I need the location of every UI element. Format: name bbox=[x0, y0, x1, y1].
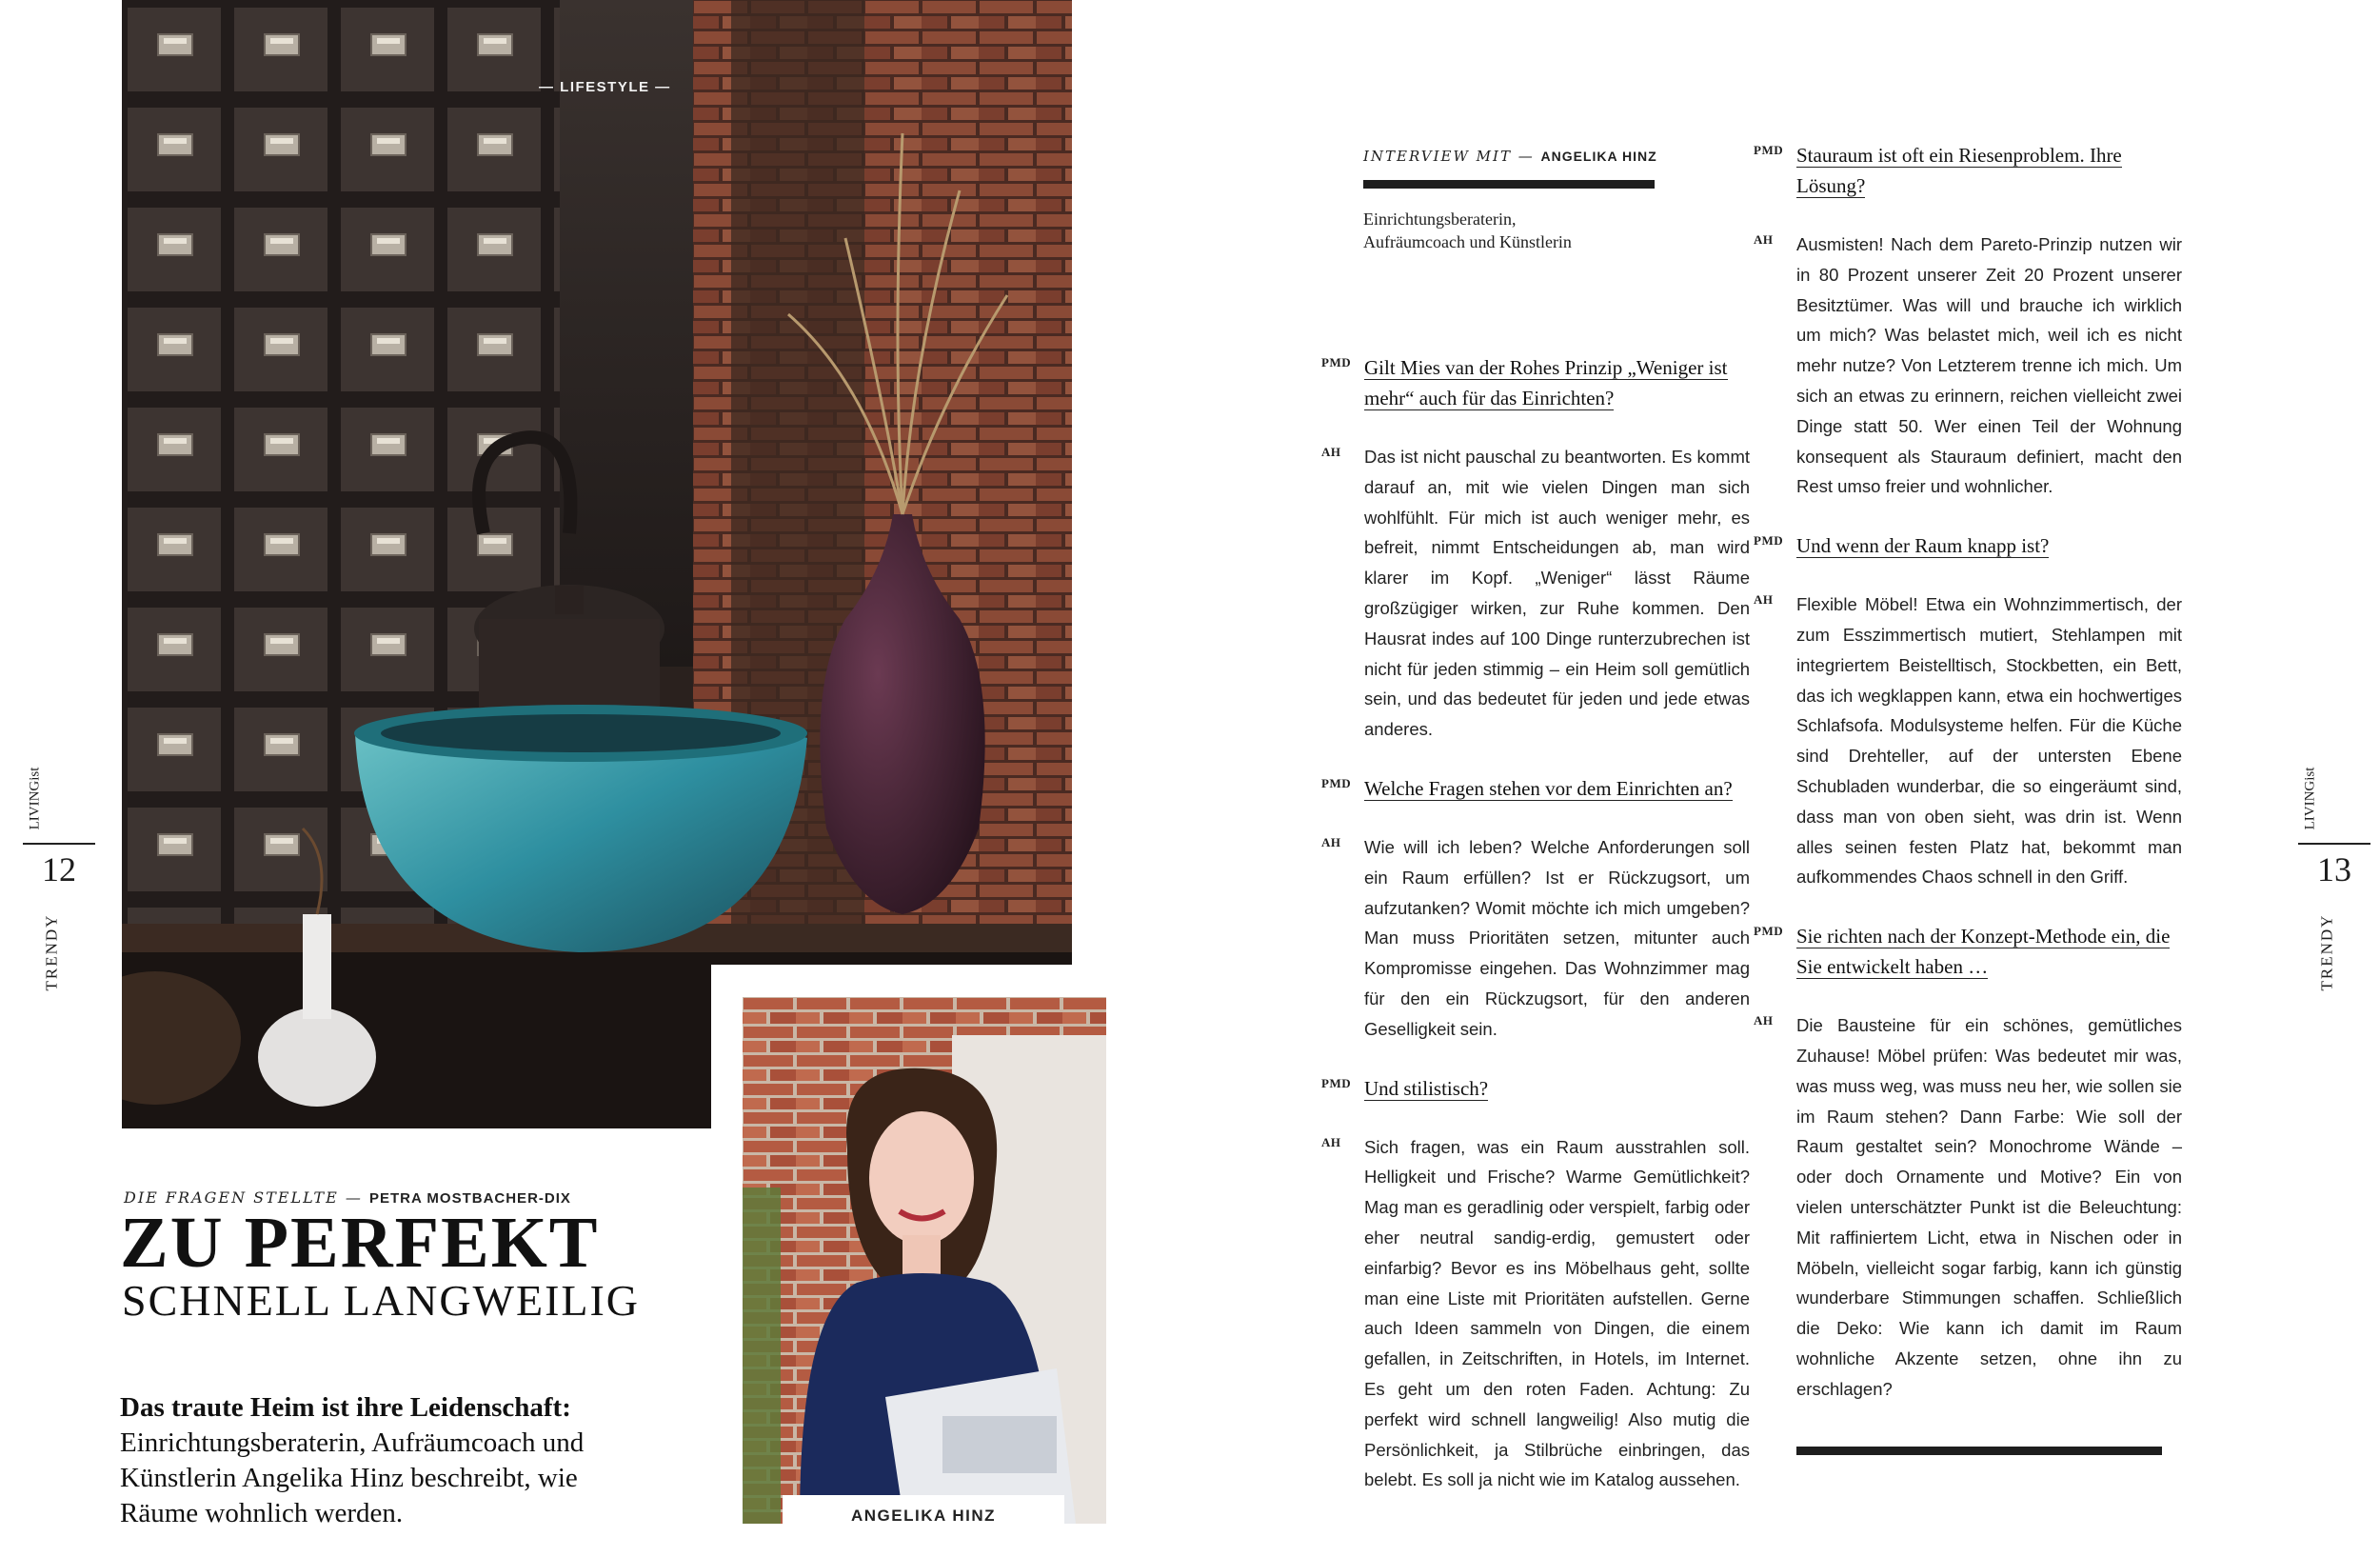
folio-left bbox=[23, 733, 99, 1019]
interview-answer bbox=[1754, 230, 2182, 502]
folio-section: TRENDY bbox=[42, 913, 61, 991]
answer-text: Die Bausteine für ein schönes, gemütliches Zuhause! Möbel prüfen: Was bedeutet mir was, was muss weg, was muss neu her, wie sollen sie im Raum stehen? Dann Farbe: Wie soll der Raum gestaltet sein? Monochrome Wände – oder doch Ornamente und Motive? Ein von vielen unterschätzter Punkt ist die Beleuchtung: Mit raffiniertem Licht, etwa in Nischen oder in Möbeln, vielleicht sogar farbig, kann ich günstig wunderbare Stimmungen schaffen. Schließlich die Deko: Wie kann ich damit im Raum wohnliche Akzente setzen, ohne ihn zu erschlagen? bbox=[1796, 1015, 2182, 1399]
question-text: Welche Fragen stehen vor dem Einrichten an? bbox=[1364, 776, 1733, 800]
speaker-tag: PMD bbox=[1754, 533, 1784, 549]
interview-label bbox=[1363, 148, 1655, 165]
question-text: Und stilistisch? bbox=[1364, 1076, 1489, 1100]
folio-section: TRENDY bbox=[2317, 913, 2336, 991]
interview-answer bbox=[1321, 832, 1750, 1045]
question-text: Gilt Mies van der Rohes Prinzip „Weniger ist mehr“ auch für das Einrichten? bbox=[1364, 356, 1728, 409]
interviewee-role bbox=[1363, 208, 1655, 253]
interview-question bbox=[1754, 530, 2182, 561]
folio-right bbox=[2298, 733, 2374, 1019]
folio-magazine-name: LIVINGist bbox=[27, 767, 43, 830]
portrait-photo-angelika-hinz bbox=[743, 997, 1106, 1524]
section-tag: — LIFESTYLE — bbox=[539, 79, 671, 95]
speaker-tag: AH bbox=[1754, 1013, 1774, 1028]
interview-question bbox=[1321, 352, 1750, 413]
question-text: Stauraum ist oft ein Riesenproblem. Ihre Lösung? bbox=[1796, 144, 2122, 197]
interviewee-role-line-2: Aufräumcoach und Künstlerin bbox=[1363, 232, 1572, 251]
speaker-tag: PMD bbox=[1754, 143, 1784, 157]
interview-question bbox=[1754, 921, 2182, 982]
interview-header bbox=[1363, 148, 1655, 253]
hero-photo-teapot-still-life bbox=[122, 0, 1072, 1128]
interview-column-1 bbox=[1321, 352, 1750, 1524]
speaker-tag: AH bbox=[1321, 834, 1341, 849]
speaker-tag: AH bbox=[1754, 232, 1774, 247]
speaker-tag: PMD bbox=[1321, 1075, 1352, 1090]
lead-text: Einrichtungsberaterin, Aufräumcoach und Künstlerin Angelika Hinz beschreibt, wie Räume wohnlich werden. bbox=[120, 1427, 585, 1528]
page-number: 12 bbox=[42, 850, 76, 888]
interview-question bbox=[1321, 1073, 1750, 1104]
interviewee-role-line-1: Einrichtungsberaterin, bbox=[1363, 210, 1517, 229]
folio-magazine-name: LIVINGist bbox=[2302, 767, 2318, 830]
interview-answer bbox=[1321, 1132, 1750, 1496]
interview-question bbox=[1321, 773, 1750, 804]
lead-strong: Das traute Heim ist ihre Leidenschaft: bbox=[120, 1392, 571, 1423]
page-title: ZU PERFEKT bbox=[120, 1203, 600, 1283]
speaker-tag: PMD bbox=[1321, 355, 1352, 369]
speaker-tag: AH bbox=[1321, 1134, 1341, 1149]
speaker-tag: AH bbox=[1754, 592, 1774, 608]
interview-answer bbox=[1754, 589, 2182, 892]
interview-answer bbox=[1754, 1010, 2182, 1404]
interview-question bbox=[1754, 140, 2182, 201]
header-rule bbox=[1363, 180, 1655, 189]
speaker-tag: AH bbox=[1321, 445, 1341, 459]
closing-rule bbox=[1796, 1447, 2162, 1455]
lead-paragraph bbox=[120, 1390, 634, 1531]
answer-text: Das ist nicht pauschal zu beantworten. Es kommt darauf an, mit wie vielen Dingen man sich wohlfühlt. Für mich ist auch weniger mehr, es befreit, nimmt Entscheidungen ab, man wird klarer im Kopf. „Weniger“ lässt Räume großzügiger wirken, zur Ruhe kommen. Den Hausrat indes auf 100 Dinge runterzubrechen ist nicht für jeden stimmig – ein Heim soll gemütlich sein, und das bedeutet für jeden und jede etwas anderes. bbox=[1364, 447, 1750, 740]
page-number: 13 bbox=[2317, 850, 2351, 888]
folio-rule bbox=[23, 843, 95, 845]
answer-text: Wie will ich leben? Welche Anforderungen soll ein Raum erfüllen? Ist er Rückzugsort, um aufzutanken? Womit möchte ich mich umgeben? Man muss Prioritäten setzen, mitunter auch Kompromisse eingehen. Das Wohnzimmer mag für den ein Rückzugsort, für den anderen Geselligkeit sein. bbox=[1364, 836, 1750, 1039]
interviewee-name: ANGELIKA HINZ bbox=[1540, 149, 1657, 164]
speaker-tag: PMD bbox=[1321, 775, 1352, 790]
question-text: Sie richten nach der Konzept-Methode ein, die Sie entwickelt haben … bbox=[1796, 925, 2171, 979]
interview-label-text: INTERVIEW MIT — bbox=[1363, 148, 1541, 165]
portrait-caption: ANGELIKA HINZ bbox=[783, 1495, 1064, 1533]
interview-column-2 bbox=[1754, 140, 2182, 1455]
question-text: Und wenn der Raum knapp ist? bbox=[1796, 534, 2050, 558]
answer-text: Ausmisten! Nach dem Pareto-Prinzip nutzen wir in 80 Prozent unserer Zeit 20 Prozent unserer Besitztümer. Was will und brauche ich wirklich um mich? Was belastet mich, weil ich es nicht mehr nutze? Von Letzterem trenne ich mich. Um sich an etwas zu erinnern, reichen vielleicht zwei Dinge statt 50. Wer einen Teil der Wohnung konsequent als Stauraum definiert, macht den Rest umso freier und wohnlicher. bbox=[1796, 234, 2182, 497]
page-subtitle: SCHNELL LANGWEILIG bbox=[122, 1276, 641, 1325]
answer-text: Flexible Möbel! Etwa ein Wohnzimmertisch, der zum Esszimmertisch mutiert, Stehlampen mit integriertem Beistelltisch, Stockbetten, ein Bett, das ich wegklappen kann, etwa ein hochwertiges Schlafsofa. Modulsysteme helfen. Für die Küche sind Drehteller, auf der untersten Ebene Schubladen wunderbar, die so eingeräumt sind, dass man von oben sieht, was drin ist. Wenn alles seinen festen Platz hat, bekommt man aufkommendes Chaos schnell in den Griff. bbox=[1796, 594, 2182, 888]
byline-author: PETRA MOSTBACHER-DIX bbox=[368, 1190, 571, 1207]
speaker-tag: PMD bbox=[1754, 924, 1784, 939]
interview-answer bbox=[1321, 442, 1750, 745]
byline-label: DIE FRAGEN STELLTE — bbox=[124, 1188, 369, 1207]
folio-rule bbox=[2298, 843, 2370, 845]
answer-text: Sich fragen, was ein Raum ausstrahlen soll. Helligkeit und Frische? Warme Gemütlichkeit? Mag man es geradlinig oder verspielt, farbig oder eher neutral sandig-erdig, gemustert oder einfarbig? Bevor es ins Möbelhaus geht, sollte man eine Liste mit Prioritäten aufstellen. Gerne auch Ideen sammeln von Dingen, die einem gefallen, in Zeitschriften, in Hotels, im Internet. Es geht um den roten Faden. Achtung: Zu perfekt wird schnell langweilig! Also mutig die Persönlichkeit, ja Stilbrüche einbringen, das belebt. Es soll ja nicht wie im Katalog aussehen. bbox=[1364, 1136, 1750, 1490]
